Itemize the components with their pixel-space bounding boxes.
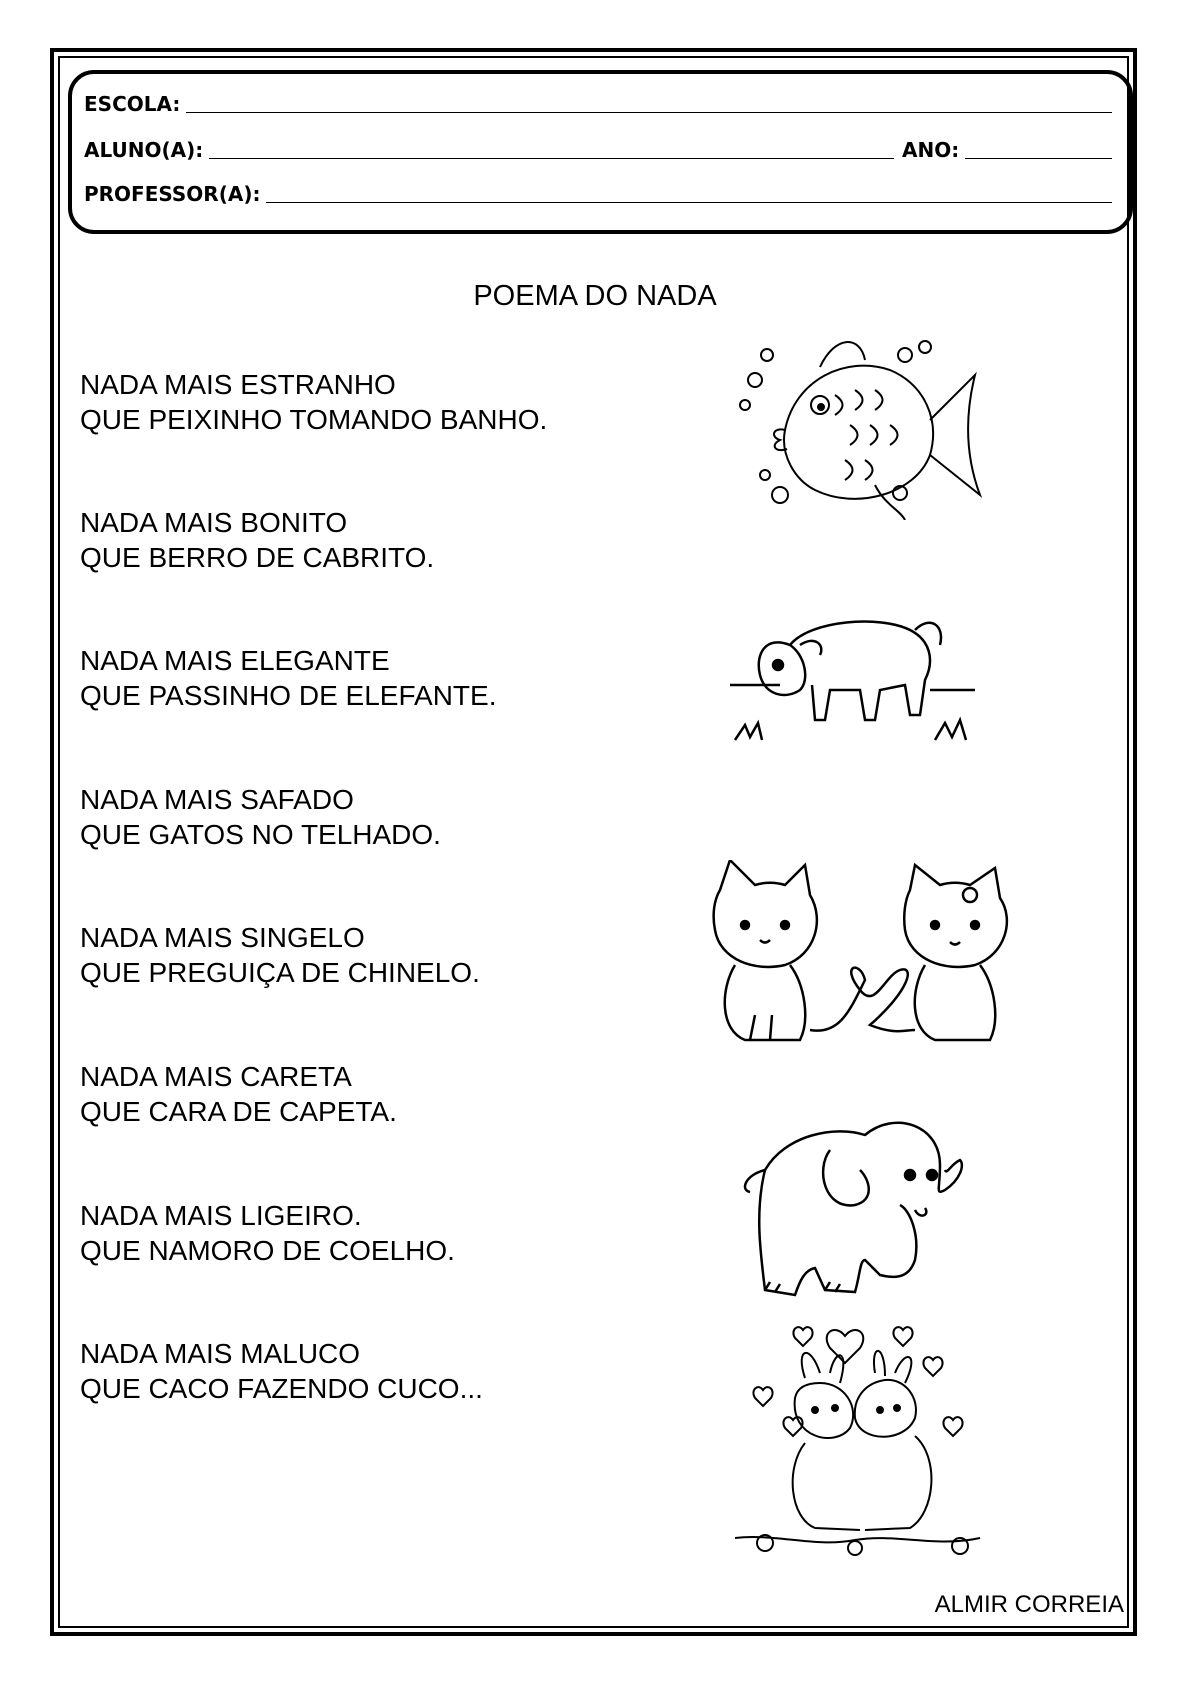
- stanza-line: QUE PREGUIÇA DE CHINELO.: [80, 957, 480, 988]
- teacher-field[interactable]: [84, 182, 1112, 206]
- year-field[interactable]: [902, 138, 1112, 162]
- stanza: [80, 643, 496, 713]
- goat-illustration: [730, 605, 980, 745]
- rabbits-illustration: [735, 1318, 990, 1563]
- stanza-line: NADA MAIS SINGELO: [80, 922, 365, 953]
- elephant-illustration: [735, 1110, 980, 1310]
- cats-illustration: [700, 860, 1020, 1045]
- stanza: [80, 920, 480, 990]
- stanza-line: NADA MAIS ELEGANTE: [80, 645, 390, 676]
- stanza-line: NADA MAIS SAFADO: [80, 784, 354, 815]
- year-blank-line[interactable]: [965, 158, 1112, 159]
- stanza-line: QUE PASSINHO DE ELEFANTE.: [80, 680, 497, 711]
- stanza-line: NADA MAIS ESTRANHO: [80, 369, 396, 400]
- fish-illustration: [725, 335, 985, 520]
- student-label: ALUNO(A):: [84, 138, 204, 162]
- stanza-line: NADA MAIS LIGEIRO.: [80, 1200, 362, 1231]
- stanza: [80, 1336, 483, 1406]
- stanza: [80, 505, 434, 575]
- year-label: ANO:: [902, 138, 960, 162]
- teacher-blank-line[interactable]: [266, 202, 1112, 203]
- poem-title: POEMA DO NADA: [473, 280, 717, 312]
- stanza-line: NADA MAIS MALUCO: [80, 1338, 361, 1369]
- stanza-line: NADA MAIS BONITO: [80, 507, 348, 538]
- student-field[interactable]: [84, 138, 894, 162]
- student-blank-line[interactable]: [209, 158, 894, 159]
- school-label: ESCOLA:: [84, 92, 181, 116]
- stanza-line: QUE BERRO DE CABRITO.: [80, 542, 435, 573]
- stanza-line: QUE NAMORO DE COELHO.: [80, 1235, 455, 1266]
- stanza: [80, 1198, 455, 1268]
- stanza-line: QUE PEIXINHO TOMANDO BANHO.: [80, 404, 548, 435]
- stanza: [80, 782, 441, 852]
- stanza: [80, 367, 547, 437]
- stanza-line: QUE CACO FAZENDO CUCO...: [80, 1373, 483, 1404]
- stanza-line: NADA MAIS CARETA: [80, 1061, 352, 1092]
- school-blank-line[interactable]: [186, 112, 1112, 113]
- teacher-label: PROFESSOR(A):: [84, 182, 261, 206]
- stanza: [80, 1059, 397, 1129]
- stanza-line: QUE GATOS NO TELHADO.: [80, 819, 441, 850]
- stanza-line: QUE CARA DE CAPETA.: [80, 1096, 397, 1127]
- author-signature: ALMIR CORREIA: [934, 1591, 1124, 1618]
- school-field[interactable]: [84, 92, 1112, 116]
